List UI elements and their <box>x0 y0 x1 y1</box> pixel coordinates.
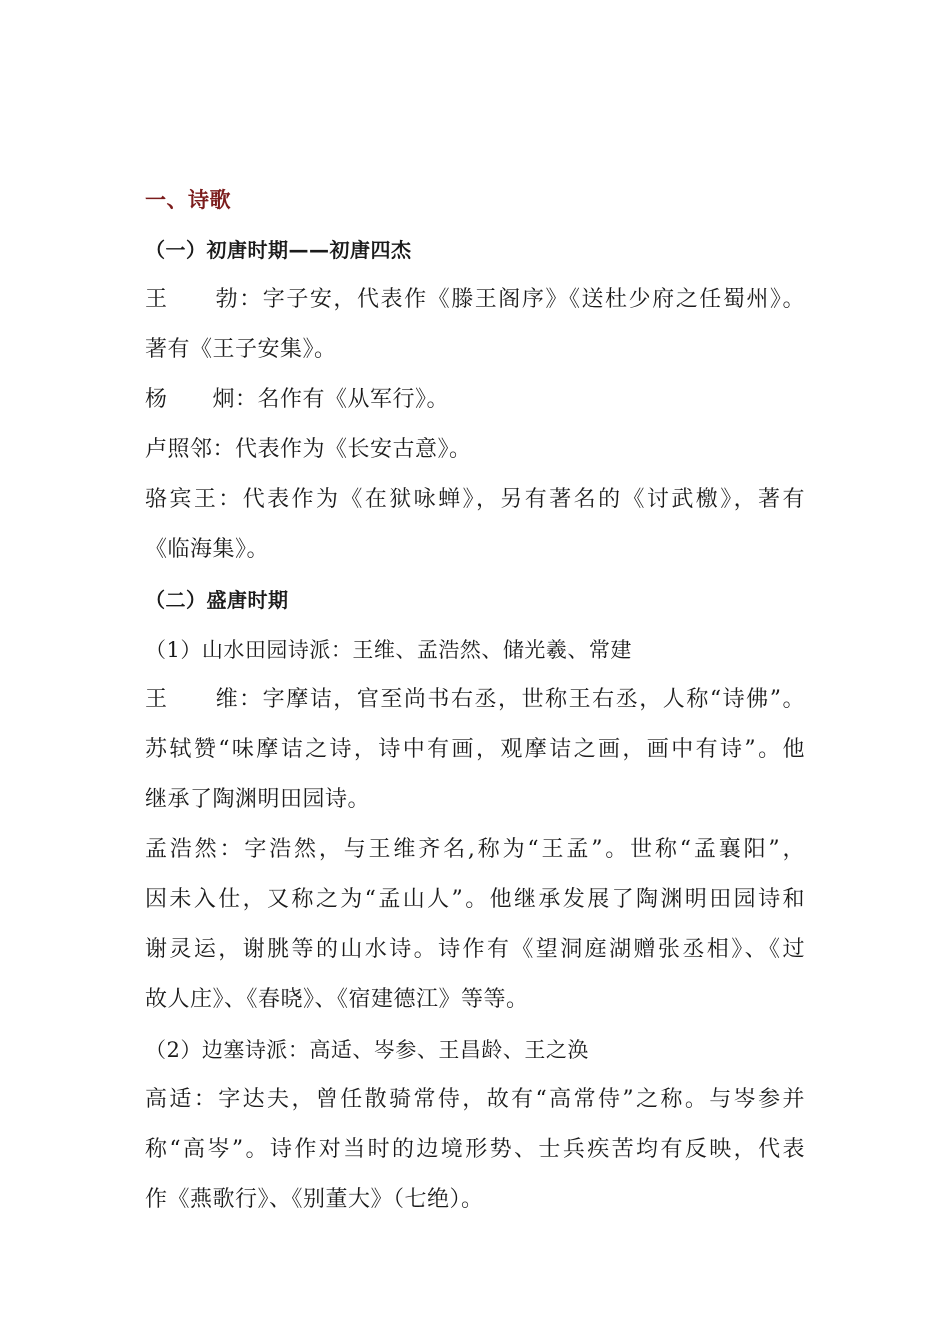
paragraph-line: 苏轼赞“味摩诘之诗，诗中有画，观摩诘之画，画中有诗”。他 <box>145 737 805 762</box>
section-high-tang-title: （二）盛唐时期 <box>145 588 289 612</box>
paragraph-line: 谢灵运，谢朓等的山水诗。诗作有《望洞庭湖赠张丞相》、《过 <box>145 937 805 962</box>
paragraph-line: 故人庄》、《春晓》、《宿建德江》等等。 <box>145 987 529 1012</box>
paragraph-line: 高适：字达夫，曾任散骑常侍，故有“高常侍”之称。与岑参并 <box>145 1087 805 1112</box>
paragraph-line: 孟浩然：字浩然，与王维齐名,称为“王孟”。世称“孟襄阳”， <box>145 837 805 862</box>
paragraph-line: 继承了陶渊明田园诗。 <box>145 787 371 812</box>
paragraph-line: 卢照邻：代表作为《长安古意》。 <box>145 437 472 462</box>
paragraph-line: 作《燕歌行》、《别董大》（七绝）。 <box>145 1187 484 1212</box>
paragraph-line: 王 维：字摩诘，官至尚书右丞，世称王右丞，人称“诗佛”。 <box>145 687 805 712</box>
section-early-tang-title: （一）初唐时期——初唐四杰 <box>145 238 412 262</box>
heading-poetry: 一、诗歌 <box>145 188 231 212</box>
paragraph-line: 杨 炯：名作有《从军行》。 <box>145 387 450 412</box>
subsection-frontier-poets: （2）边塞诗派：高适、岑参、王昌龄、王之涣 <box>145 1038 589 1062</box>
paragraph-line: 著有《王子安集》。 <box>145 337 337 362</box>
paragraph-line: 《临海集》。 <box>145 537 270 562</box>
paragraph-line: 称“高岑”。诗作对当时的边境形势、士兵疾苦均有反映，代表 <box>145 1137 805 1162</box>
paragraph-line: 因未入仕，又称之为“孟山人”。他继承发展了陶渊明田园诗和 <box>145 887 805 912</box>
paragraph-line: 王 勃：字子安，代表作《滕王阁序》《送杜少府之任蜀州》。 <box>145 287 805 312</box>
subsection-landscape-poets: （1）山水田园诗派：王维、孟浩然、储光羲、常建 <box>145 638 632 662</box>
paragraph-line: 骆宾王：代表作为《在狱咏蝉》，另有著名的《讨武檄》，著有 <box>145 487 805 512</box>
